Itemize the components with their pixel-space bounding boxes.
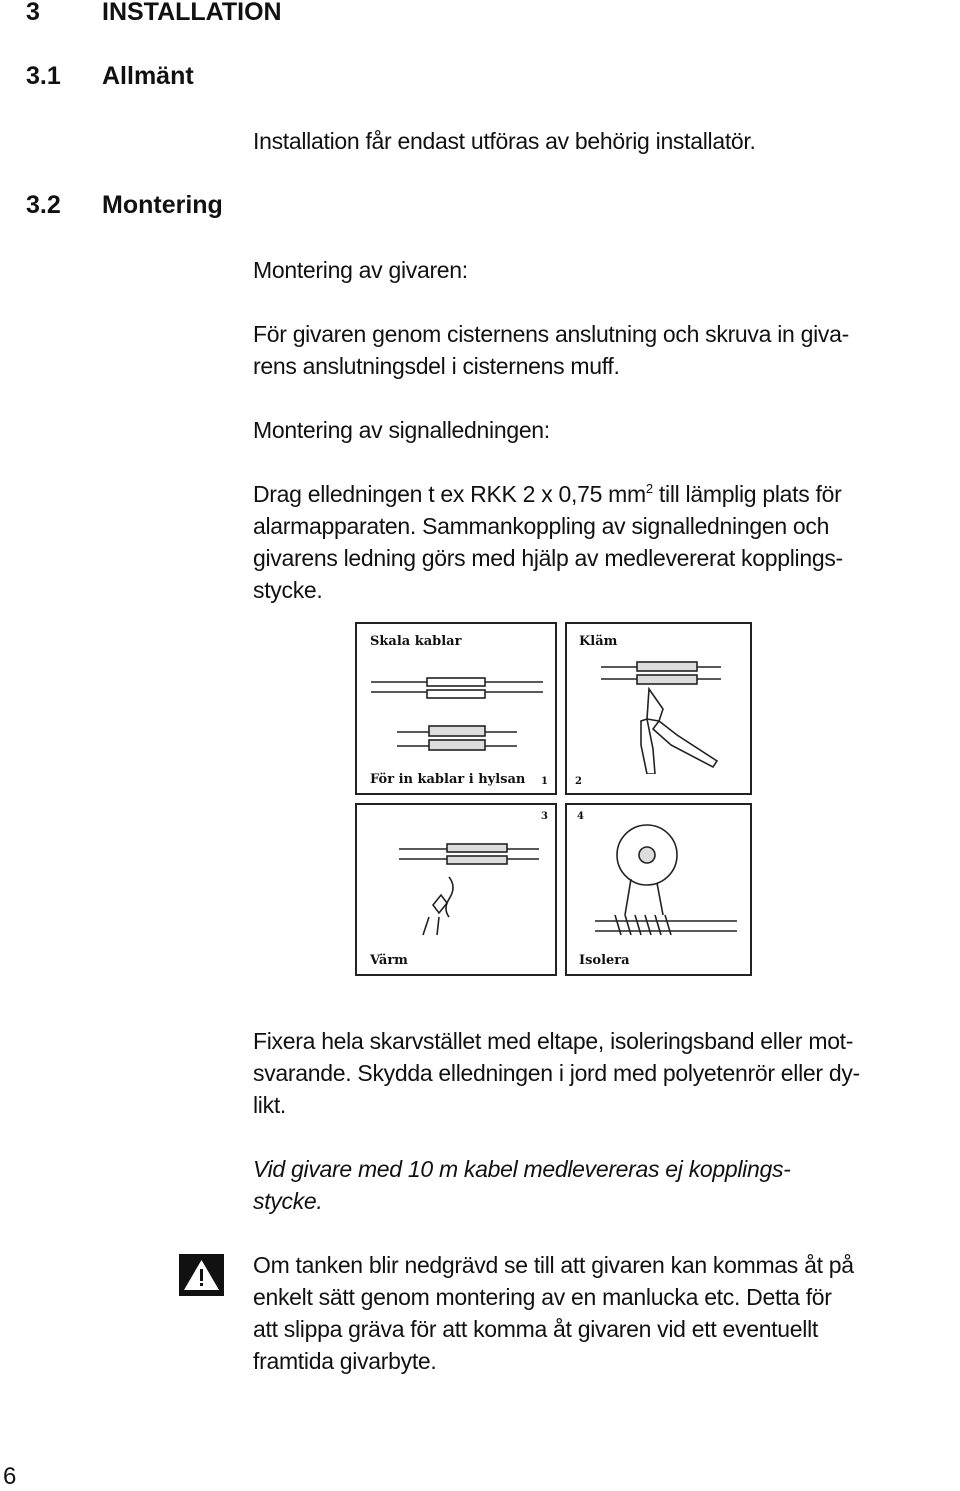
panel-2-number: 2 (575, 776, 582, 787)
panel-1-caption: För in kablar i hylsan (370, 772, 526, 787)
fix-text-line2: svarande. Skydda elledningen i jord med polyetenrör eller dy- (253, 1060, 860, 1086)
figure-panel-3 (355, 803, 557, 976)
panel-3-number: 3 (541, 811, 548, 822)
heating-drawing (357, 825, 555, 945)
signal-text-line1: Drag elledningen t ex RKK 2 x 0,75 $mm^2$ till lämplig plats för (253, 481, 842, 507)
installation-note: Installation får endast utföras av behörig installatör. (253, 128, 756, 154)
warning-text-line2: enkelt sätt genom montering av en manlucka etc. Detta för (253, 1284, 832, 1310)
panel-4-caption: Isolera (579, 953, 630, 968)
panel-1-number: 1 (541, 776, 548, 787)
warning-triangle-icon (179, 1254, 224, 1296)
fix-text-line1: Fixera hela skarvstället med eltape, isoleringsband eller mot- (253, 1028, 854, 1054)
mount-sensor-text-line1: För givaren genom cisternens anslutning och skruva in giva- (253, 321, 849, 347)
page-number: 6 (3, 1463, 17, 1490)
warning-text-line3: att slippa gräva för att komma åt givaren vid ett eventuellt (253, 1316, 818, 1342)
cable-note-line1: Vid givare med 10 m kabel medlevereras ej kopplings- (253, 1156, 791, 1182)
signal-text-line2: alarmapparaten. Sammankoppling av signalledningen och (253, 513, 830, 539)
cable-note-line2: stycke. (253, 1188, 323, 1214)
subsection-number-montering: 3.2 (26, 191, 61, 219)
warning-text-line1: Om tanken blir nedgrävd se till att givaren kan kommas åt på (253, 1252, 854, 1278)
figure-panel-1 (355, 622, 557, 795)
mount-signal-heading: Montering av signalledningen: (253, 417, 550, 443)
signal-text-line3: givarens ledning görs med hjälp av medlevererat kopplings- (253, 545, 843, 571)
panel-3-caption: Värm (370, 953, 408, 968)
crimping-tool-drawing (567, 649, 750, 774)
stripped-cables-drawing (357, 654, 555, 764)
panel-1-title: Skala kablar (370, 634, 462, 649)
mount-sensor-heading: Montering av givaren: (253, 257, 468, 283)
signal-text-line4: stycke. (253, 577, 323, 603)
splice-instructions-figure (355, 622, 752, 976)
warning-text-line4: framtida givarbyte. (253, 1348, 437, 1374)
subsection-title-montering: Montering (102, 191, 223, 219)
figure-panel-2 (565, 622, 752, 795)
panel-4-number: 4 (577, 811, 584, 822)
mount-sensor-text-line2: rens anslutningsdel i cisternens muff. (253, 353, 620, 379)
tape-roll-drawing (567, 815, 750, 950)
figure-panel-4 (565, 803, 752, 976)
subsection-title-allmant: Allmänt (102, 62, 194, 90)
panel-2-title: Kläm (579, 634, 618, 649)
subsection-number-allmant: 3.1 (26, 62, 61, 90)
section-number: 3 (26, 0, 40, 26)
fix-text-line3: likt. (253, 1092, 287, 1118)
section-title: INSTALLATION (102, 0, 282, 26)
